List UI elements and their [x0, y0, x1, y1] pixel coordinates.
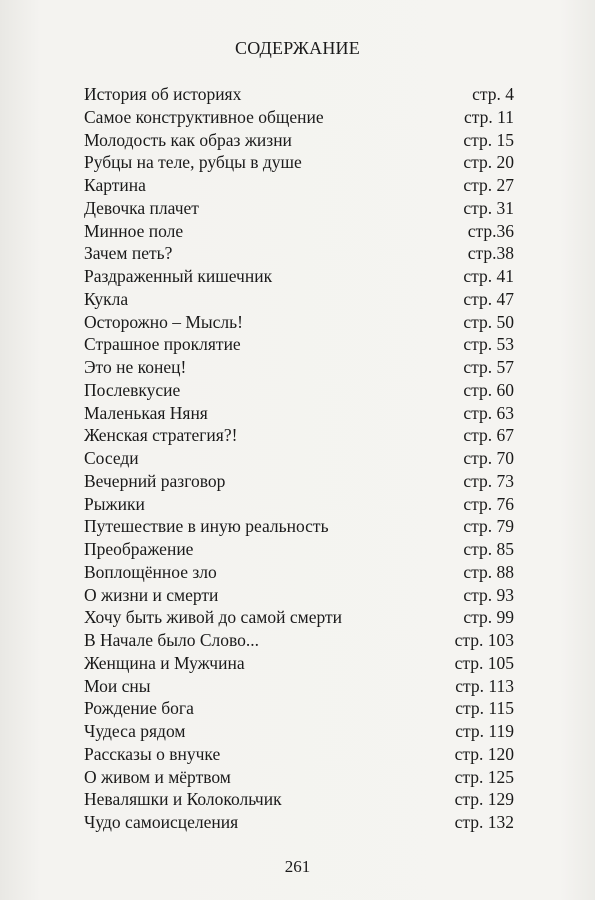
toc-entry-page: стр. 70	[463, 448, 514, 468]
toc-entry-title: Рождение бога	[84, 698, 194, 719]
page-number: 261	[284, 857, 311, 876]
toc-entry-title: Женская стратегия?!	[84, 425, 238, 446]
toc-entry	[84, 493, 514, 516]
toc-entry	[84, 811, 514, 834]
toc-entry	[84, 766, 514, 789]
toc-entry-title: Путешествие в иную реальность	[84, 516, 329, 537]
toc-entry-page: стр. 132	[454, 812, 514, 832]
toc-entry-page: стр. 41	[463, 266, 514, 286]
toc-entry-page: стр.36	[467, 220, 514, 241]
table-of-contents	[84, 83, 514, 834]
toc-entry	[84, 151, 514, 174]
toc-entry-title: Зачем петь?	[84, 243, 173, 264]
toc-entry-page: стр. 63	[463, 402, 514, 423]
toc-entry	[84, 652, 514, 675]
toc-entry-page: стр. 129	[454, 789, 514, 810]
toc-entry	[84, 129, 514, 152]
toc-entry-page: стр. 67	[463, 425, 514, 446]
toc-entry-title: О живом и мёртвом	[84, 766, 231, 787]
toc-entry-page: стр. 50	[463, 311, 514, 332]
toc-entry-title: Мои сны	[84, 675, 151, 696]
toc-entry	[84, 697, 514, 720]
toc-entry	[84, 265, 514, 288]
toc-entry-page: стр. 93	[463, 584, 514, 605]
toc-entry	[84, 379, 514, 402]
toc-entry-title: Это не конец!	[84, 357, 187, 377]
toc-entry	[84, 720, 514, 743]
toc-entry-page: стр. 47	[463, 288, 514, 309]
toc-entry-page: стр. 125	[454, 766, 514, 787]
toc-entry	[84, 675, 514, 698]
toc-entry-page: стр. 60	[463, 379, 514, 400]
toc-entry-page: стр. 113	[455, 675, 514, 696]
toc-entry-title: Картина	[84, 175, 146, 195]
toc-entry-page: стр. 57	[463, 357, 514, 377]
toc-entry-page: стр. 11	[464, 106, 514, 127]
toc-entry	[84, 174, 514, 197]
toc-entry-page: стр. 88	[463, 561, 514, 582]
toc-entry	[84, 311, 514, 334]
toc-entry-page: стр. 27	[463, 175, 514, 195]
toc-entry-page: стр. 20	[463, 152, 514, 173]
toc-entry-page: стр. 105	[454, 652, 514, 673]
toc-entry-title: Молодость как образ жизни	[84, 129, 292, 150]
toc-entry	[84, 606, 514, 629]
toc-entry	[84, 424, 514, 447]
toc-entry	[84, 788, 514, 811]
toc-entry	[84, 356, 514, 379]
toc-entry-title: Маленькая Няня	[84, 402, 208, 423]
toc-entry-title: История об историях	[84, 84, 242, 104]
toc-entry-page: стр. 4	[472, 84, 514, 104]
toc-entry	[84, 83, 514, 106]
toc-entry-title: Чудеса рядом	[84, 721, 186, 741]
toc-entry	[84, 447, 514, 470]
toc-entry-title: Чудо самоисцеления	[84, 812, 239, 832]
toc-entry-page: стр. 76	[463, 493, 514, 514]
toc-entry-title: Рассказы о внучке	[84, 743, 221, 764]
toc-entry-title: Соседи	[84, 448, 139, 468]
toc-entry-page: стр.38	[467, 243, 514, 264]
contents-heading: СОДЕРЖАНИЕ	[235, 38, 360, 58]
toc-entry-title: Неваляшки и Колокольчик	[84, 789, 282, 810]
toc-entry-title: Минное поле	[84, 220, 184, 241]
toc-entry	[84, 629, 514, 652]
toc-entry-page: стр. 115	[455, 698, 514, 719]
toc-entry-title: Рыжики	[84, 493, 145, 514]
toc-entry-page: стр. 15	[463, 129, 514, 150]
toc-entry	[84, 220, 514, 243]
toc-entry	[84, 561, 514, 584]
toc-entry-title: Преображение	[84, 539, 194, 559]
toc-entry-title: Вечерний разговор	[84, 470, 226, 491]
toc-entry	[84, 333, 514, 356]
toc-entry-page: стр. 53	[463, 334, 514, 355]
toc-entry	[84, 743, 514, 766]
toc-entry-title: О жизни и смерти	[84, 584, 219, 605]
toc-entry	[84, 515, 514, 538]
toc-entry	[84, 242, 514, 265]
toc-entry-page: стр. 119	[455, 721, 514, 741]
toc-entry-title: В Начале было Слово...	[84, 630, 260, 650]
toc-entry-title: Хочу быть живой до самой смерти	[84, 607, 342, 628]
toc-entry-title: Самое конструктивное общение	[84, 106, 324, 127]
toc-entry	[84, 538, 514, 561]
toc-entry-title: Женщина и Мужчина	[84, 652, 245, 673]
toc-entry-title: Рубцы на теле, рубцы в душе	[84, 152, 302, 173]
toc-entry	[84, 106, 514, 129]
toc-entry-title: Послевкусие	[84, 379, 181, 400]
toc-entry-page: стр. 85	[463, 539, 514, 559]
toc-entry-page: стр. 99	[463, 607, 514, 628]
toc-entry	[84, 470, 514, 493]
toc-entry	[84, 402, 514, 425]
toc-entry-title: Девочка плачет	[84, 197, 199, 218]
toc-entry	[84, 288, 514, 311]
toc-entry-title: Страшное проклятие	[84, 334, 241, 355]
toc-entry	[84, 197, 514, 220]
toc-entry-title: Раздраженный кишечник	[84, 266, 273, 286]
toc-entry-page: стр. 31	[463, 197, 514, 218]
toc-entry-title: Осторожно – Мысль!	[84, 311, 243, 332]
toc-entry-page: стр. 103	[454, 630, 514, 650]
toc-entry-page: стр. 79	[463, 516, 514, 537]
toc-entry-title: Воплощённое зло	[84, 561, 217, 582]
toc-entry-page: стр. 120	[454, 743, 514, 764]
toc-entry-title: Кукла	[84, 288, 129, 309]
toc-entry	[84, 584, 514, 607]
toc-entry-page: стр. 73	[463, 470, 514, 491]
